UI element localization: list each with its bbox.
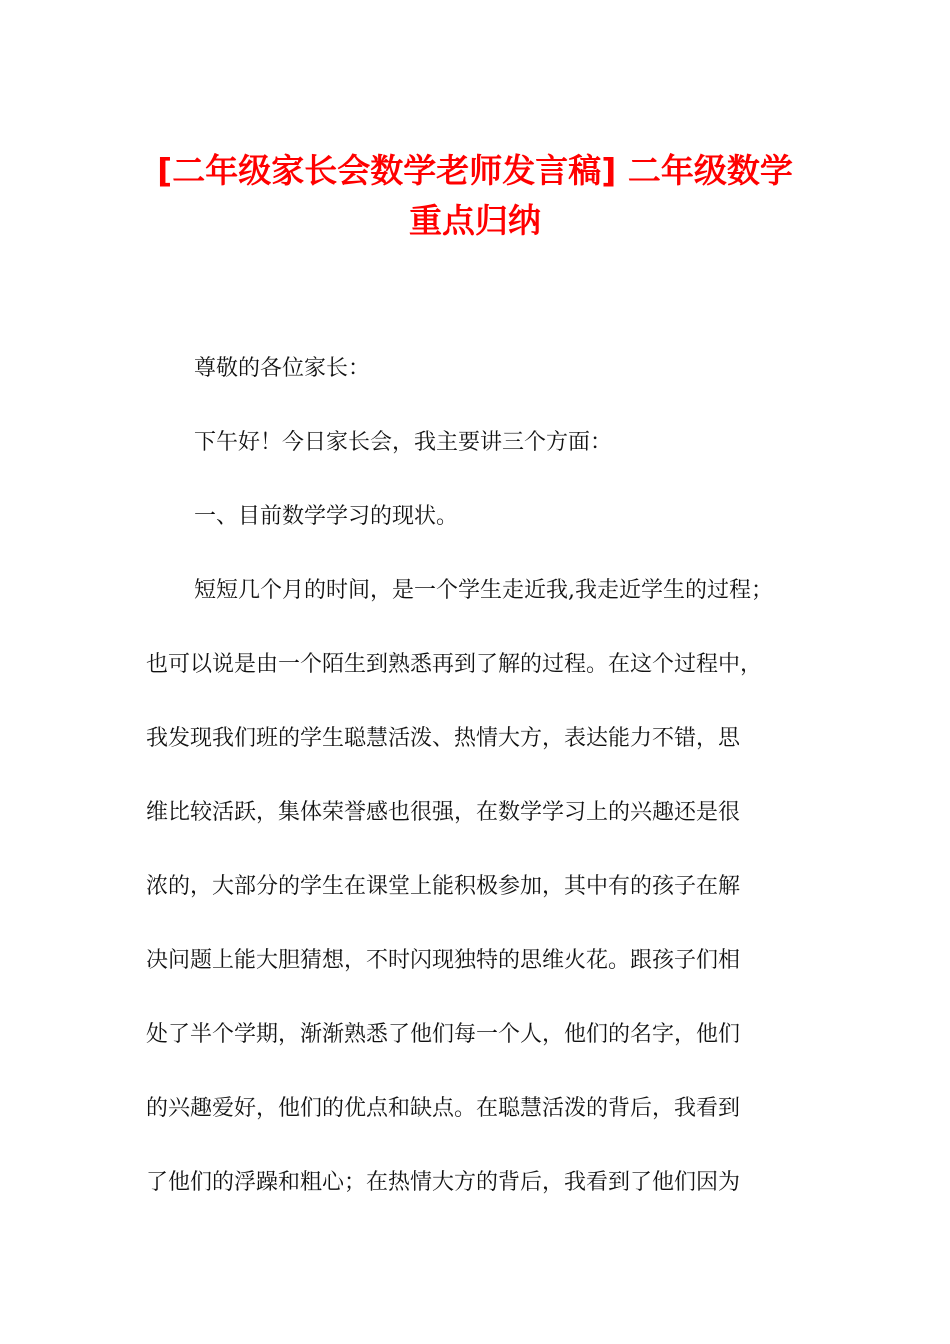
paragraph-line: 我发现我们班的学生聪慧活泼、热情大方，表达能力不错，思 xyxy=(146,726,741,751)
paragraph-line: 的兴趣爱好，他们的优点和缺点。在聪慧活泼的背后，我看到 xyxy=(146,1096,741,1121)
paragraph-line: 也可以说是由一个陌生到熟悉再到了解的过程。在这个过程中， xyxy=(146,652,763,677)
paragraph-line: 了他们的浮躁和粗心；在热情大方的背后，我看到了他们因为 xyxy=(146,1170,741,1195)
document-title xyxy=(0,146,950,246)
paragraph-line: 决问题上能大胆猜想，不时闪现独特的思维火花。跟孩子们相 xyxy=(146,948,741,973)
section-heading-1: 一、目前数学学习的现状。 xyxy=(194,504,459,529)
paragraph-line: 短短几个月的时间，是一个学生走近我,我走近学生的过程； xyxy=(194,578,773,603)
title-line-1: [二年级家长会数学老师发言稿] 二年级数学 xyxy=(157,151,793,190)
greeting-paragraph: 下午好！今日家长会，我主要讲三个方面： xyxy=(194,430,613,455)
paragraph-line: 浓的，大部分的学生在课堂上能积极参加，其中有的孩子在解 xyxy=(146,874,741,899)
salutation: 尊敬的各位家长： xyxy=(194,356,371,381)
paragraph-line: 维比较活跃，集体荣誉感也很强，在数学学习上的兴趣还是很 xyxy=(146,800,741,825)
document-body xyxy=(146,332,806,1220)
title-line-2: 重点归纳 xyxy=(409,201,541,240)
paragraph-line: 处了半个学期，渐渐熟悉了他们每一个人，他们的名字，他们 xyxy=(146,1022,741,1047)
